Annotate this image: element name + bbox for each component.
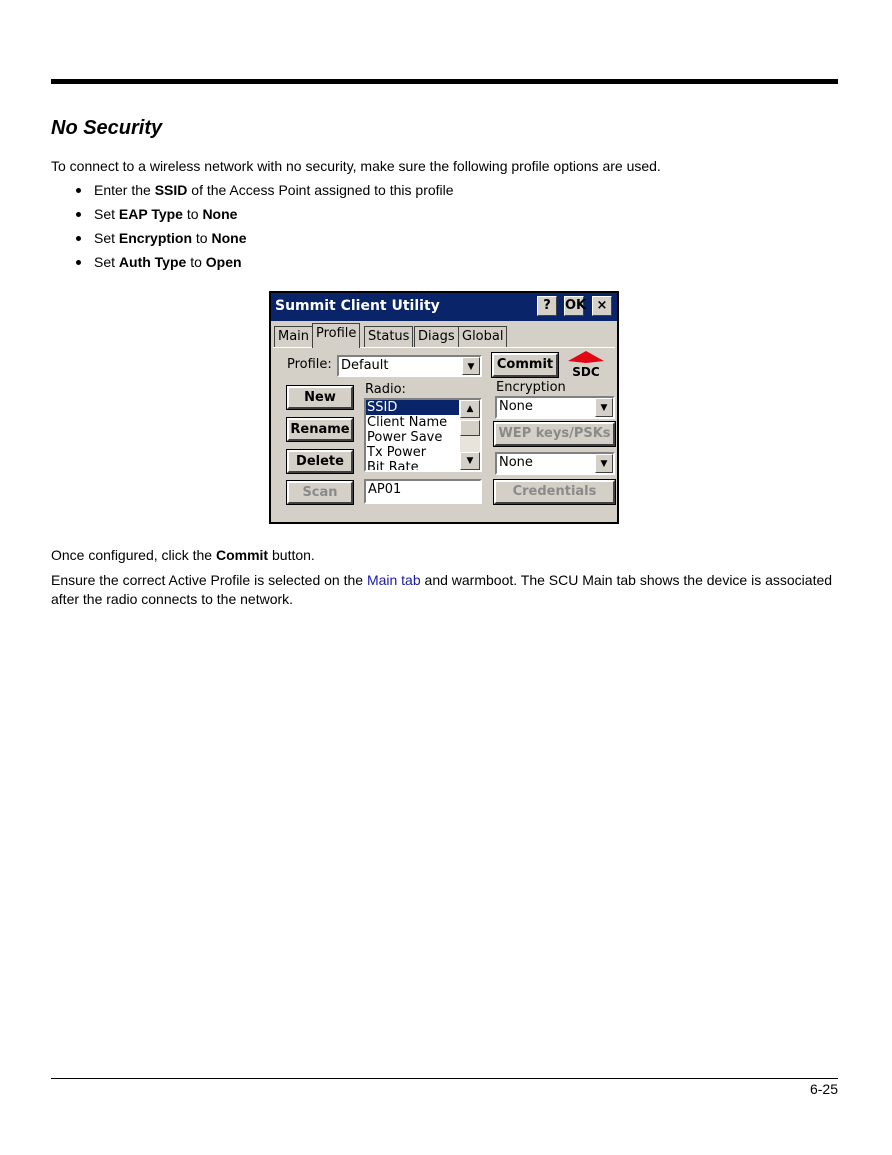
- page-number: 6-25: [809, 1081, 838, 1097]
- list-item[interactable]: Bit Rate: [367, 460, 419, 472]
- close-button[interactable]: ×: [592, 296, 612, 316]
- bullet-text: Set: [94, 254, 119, 270]
- bullet-icon: [76, 236, 81, 241]
- commit-button[interactable]: Commit: [492, 353, 558, 377]
- tab-profile[interactable]: Profile: [312, 323, 360, 348]
- list-item[interactable]: Client Name: [367, 415, 448, 430]
- scan-button[interactable]: Scan: [287, 481, 353, 504]
- paragraph-text: and warmboot. The SCU Main tab shows the device is associated after the radio connects to the network.: [51, 572, 833, 607]
- commit-instruction: [51, 546, 315, 565]
- list-item: [70, 181, 454, 205]
- new-button[interactable]: New: [287, 386, 353, 409]
- title-bar: [271, 293, 617, 321]
- profile-select[interactable]: [337, 355, 482, 377]
- bullet-text: Set: [94, 206, 119, 222]
- bullet-term: Auth Type: [118, 254, 187, 270]
- rename-button[interactable]: Rename: [287, 418, 353, 441]
- delete-button[interactable]: Delete: [287, 450, 353, 473]
- bullet-icon: [76, 188, 81, 193]
- bullet-text: of the Access Point assigned to this profile: [187, 182, 454, 198]
- bullet-text: to: [192, 230, 212, 246]
- scroll-thumb[interactable]: [460, 420, 480, 436]
- eap-type-value: None: [499, 455, 533, 470]
- sdc-logo: [564, 348, 608, 378]
- tab-diags[interactable]: Diags: [414, 326, 459, 347]
- bullet-value: None: [202, 206, 238, 222]
- top-rule: [51, 79, 838, 84]
- tab-global[interactable]: Global: [458, 326, 507, 347]
- credentials-button[interactable]: Credentials: [494, 480, 615, 504]
- chevron-down-icon[interactable]: ▼: [462, 357, 480, 375]
- bullet-term: SSID: [154, 182, 188, 198]
- eap-type-select[interactable]: [495, 452, 615, 475]
- list-item[interactable]: Tx Power: [367, 445, 427, 460]
- ensure-paragraph: [51, 571, 841, 609]
- commit-term: Commit: [215, 547, 269, 563]
- section-heading: No Security: [51, 117, 163, 139]
- list-item: [70, 205, 454, 229]
- list-item: [70, 253, 454, 277]
- radio-value-field[interactable]: AP01: [364, 479, 482, 504]
- intro-paragraph: To connect to a wireless network with no security, make sure the following profile options are used.: [51, 158, 661, 174]
- window-title: Summit Client Utility: [275, 298, 440, 314]
- ok-button[interactable]: OK: [564, 296, 584, 316]
- bullet-text: to: [186, 254, 206, 270]
- bullet-value: None: [211, 230, 247, 246]
- help-button[interactable]: ?: [537, 296, 557, 316]
- encryption-label: Encryption: [496, 380, 566, 395]
- paragraph-text: Once configured, click the: [51, 547, 216, 563]
- tab-main[interactable]: Main: [274, 326, 313, 347]
- chevron-down-icon[interactable]: ▼: [595, 454, 613, 473]
- tab-status[interactable]: Status: [364, 326, 413, 347]
- summit-client-utility-window: [269, 291, 619, 524]
- profile-label: Profile:: [287, 357, 332, 372]
- scroll-up-icon[interactable]: ▲: [460, 400, 480, 418]
- main-tab-link[interactable]: Main tab: [366, 572, 421, 588]
- encryption-select[interactable]: [495, 396, 615, 419]
- paragraph-text: Ensure the correct Active Profile is selected on the: [51, 572, 367, 588]
- svg-text:SDC: SDC: [572, 365, 600, 378]
- chevron-down-icon[interactable]: ▼: [595, 398, 613, 417]
- list-item[interactable]: SSID: [366, 400, 459, 415]
- bullet-text: to: [182, 206, 203, 222]
- bullet-text: Set: [94, 230, 119, 246]
- list-item: [70, 229, 454, 253]
- bullet-term: Encryption: [118, 230, 193, 246]
- bullet-icon: [76, 260, 81, 265]
- paragraph-text: button.: [268, 547, 315, 563]
- encryption-value: None: [499, 399, 533, 414]
- scrollbar[interactable]: [460, 400, 480, 470]
- bullet-value: Open: [205, 254, 242, 270]
- bullet-text: Enter the: [94, 182, 155, 198]
- radio-settings-list[interactable]: [364, 398, 482, 472]
- bottom-rule: [51, 1078, 838, 1079]
- scroll-down-icon[interactable]: ▼: [460, 452, 480, 470]
- profile-value: Default: [341, 358, 389, 373]
- bullet-icon: [76, 212, 81, 217]
- bullet-term: EAP Type: [118, 206, 183, 222]
- wep-keys-button[interactable]: WEP keys/PSKs: [494, 422, 615, 446]
- list-item[interactable]: Power Save: [367, 430, 443, 445]
- radio-label: Radio:: [365, 382, 406, 397]
- profile-options-list: [70, 181, 454, 277]
